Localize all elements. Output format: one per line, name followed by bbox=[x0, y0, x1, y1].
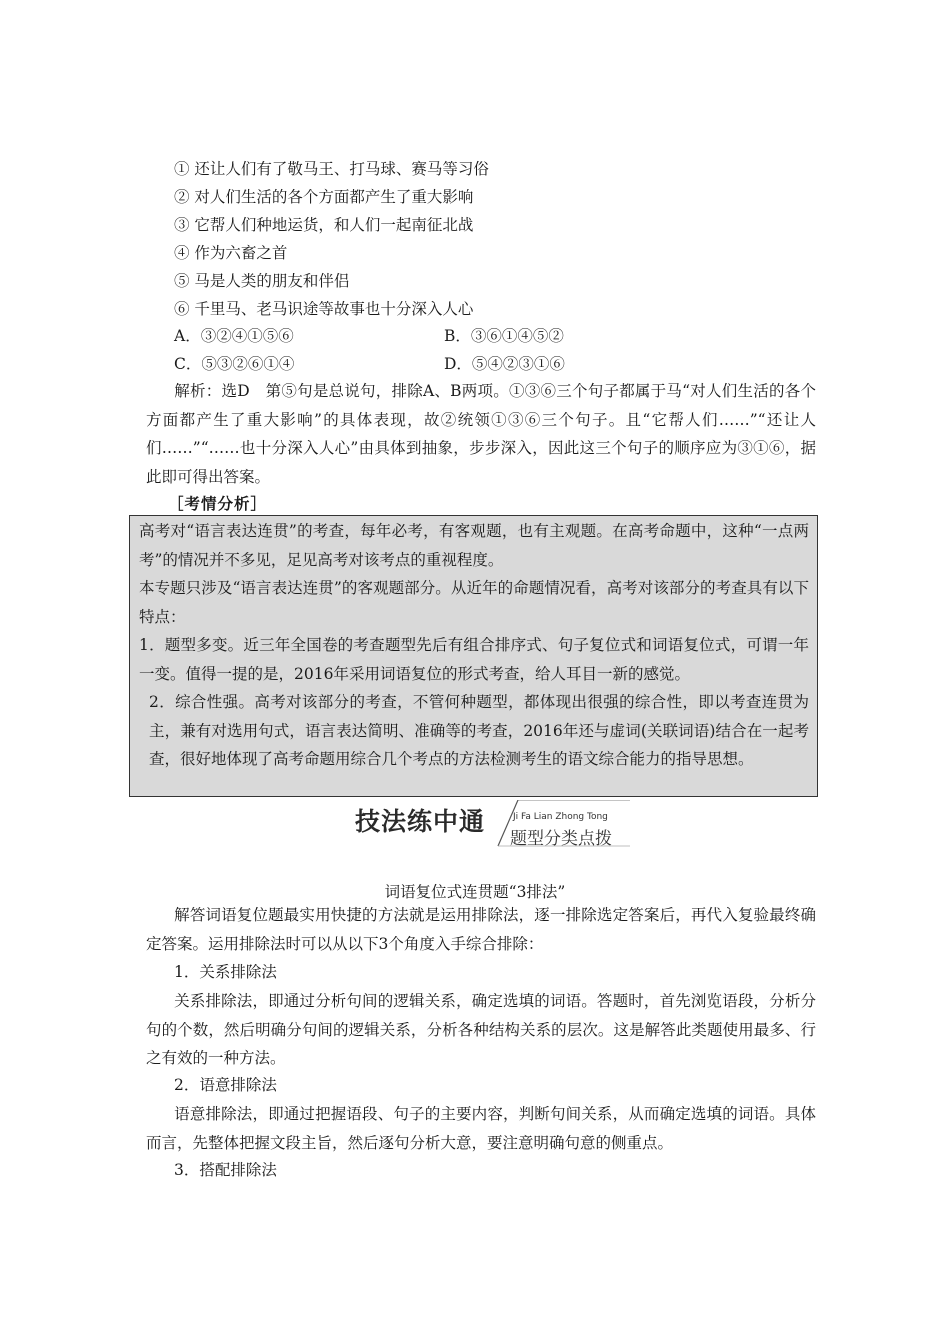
method-paragraph-2 bbox=[146, 1100, 816, 1157]
intro-paragraph bbox=[146, 901, 816, 958]
kaoqing-paragraph-1: 高考对“语言表达连贯”的考查，每年必考，有客观题，也有主观题。在高考命题中，这种“一点两考”的情况并不多见，足见高考对该考点的重视程度。 bbox=[139, 522, 809, 569]
method-heading-3: 3．搭配排除法 bbox=[174, 1161, 277, 1179]
choice-c: C．⑤③②⑥①④ bbox=[174, 355, 295, 373]
option-sentence-3: ③ 它帮人们种地运货，和人们一起南征北战 bbox=[174, 216, 474, 234]
kaoqing-paragraph-3: 1．题型多变。近三年全国卷的考查题型先后有组合排序式、句子复位式和词语复位式，可谓一年一变。值得一提的是，2016年采用词语复位的形式考查，给人耳目一新的感觉。 bbox=[139, 636, 809, 683]
choice-d: D．⑤④②③①⑥ bbox=[444, 355, 565, 373]
intro-text: 解答词语复位题最实用快捷的方法就是运用排除法，逐一排除选定答案后，再代入复验最终确定答案。运用排除法时可以从以下3个角度入手综合排除： bbox=[146, 906, 816, 953]
option-sentence-1: ① 还让人们有了敬马王、打马球、赛马等习俗 bbox=[174, 160, 489, 178]
kaoqing-paragraph-2: 本专题只涉及“语言表达连贯”的客观题部分。从近年的命题情况看，高考对该部分的考查具有以下特点： bbox=[139, 579, 809, 626]
method-text-2: 语意排除法，即通过把握语段、句子的主要内容，判断句间关系，从而确定选填的词语。具体而言，先整体把握文段主旨，然后逐句分析大意，要注意明确句意的侧重点。 bbox=[146, 1105, 816, 1152]
kaoqing-paragraph-4: 2．综合性强。高考对该部分的考查，不管何种题型，都体现出很强的综合性，即以考查连贯为主，兼有对选用句式，语言表达简明、准确等的考查，2016年还与虚词(关联词语)结合在一起考查，很好地体现了高考命题用综合几个考点的方法检测考生的语文综合能力的指导思想。 bbox=[149, 693, 809, 768]
banner-title: 技法练中通 bbox=[355, 807, 486, 836]
kaoqing-box bbox=[129, 515, 818, 797]
banner-subtitle: 题型分类点拨 bbox=[510, 829, 612, 849]
analysis-text: 解析：选D 第⑤句是总说句，排除A、B两项。①③⑥三个句子都属于马“对人们生活的各个方面都产生了重大影响”的具体表现，故②统领①③⑥三个句子。且“它帮人们……”“还让人们……”“……也十分深入人心”由具体到抽象，步步深入，因此这三个句子的顺序应为③①⑥，据此即可得出答案。 bbox=[146, 382, 816, 486]
option-sentence-6: ⑥ 千里马、老马识途等故事也十分深入人心 bbox=[174, 300, 474, 318]
method-heading-1: 1．关系排除法 bbox=[174, 963, 277, 981]
analysis-paragraph bbox=[146, 377, 816, 491]
choice-a: A．③②④①⑤⑥ bbox=[174, 327, 294, 345]
method-text-1: 关系排除法，即通过分析句间的逻辑关系，确定选填的词语。答题时，首先浏览语段，分析分句的个数，然后明确分句间的逻辑关系，分析各种结构关系的层次。这是解答此类题使用最多、行之有效的一种方法。 bbox=[146, 992, 816, 1067]
method-heading-2: 2．语意排除法 bbox=[174, 1076, 277, 1094]
section-title: 词语复位式连贯题“3排法” bbox=[384, 883, 566, 901]
banner-pinyin: Ji Fa Lian Zhong Tong bbox=[513, 812, 608, 822]
method-paragraph-1 bbox=[146, 987, 816, 1073]
option-sentence-2: ② 对人们生活的各个方面都产生了重大影响 bbox=[174, 188, 474, 206]
option-sentence-4: ④ 作为六畜之首 bbox=[174, 244, 288, 262]
section-banner bbox=[350, 800, 635, 848]
choice-b: B．③⑥①④⑤② bbox=[444, 327, 564, 345]
option-sentence-5: ⑤ 马是人类的朋友和伴侣 bbox=[174, 272, 350, 290]
kaoqing-heading: ［考情分析］ bbox=[168, 494, 268, 513]
